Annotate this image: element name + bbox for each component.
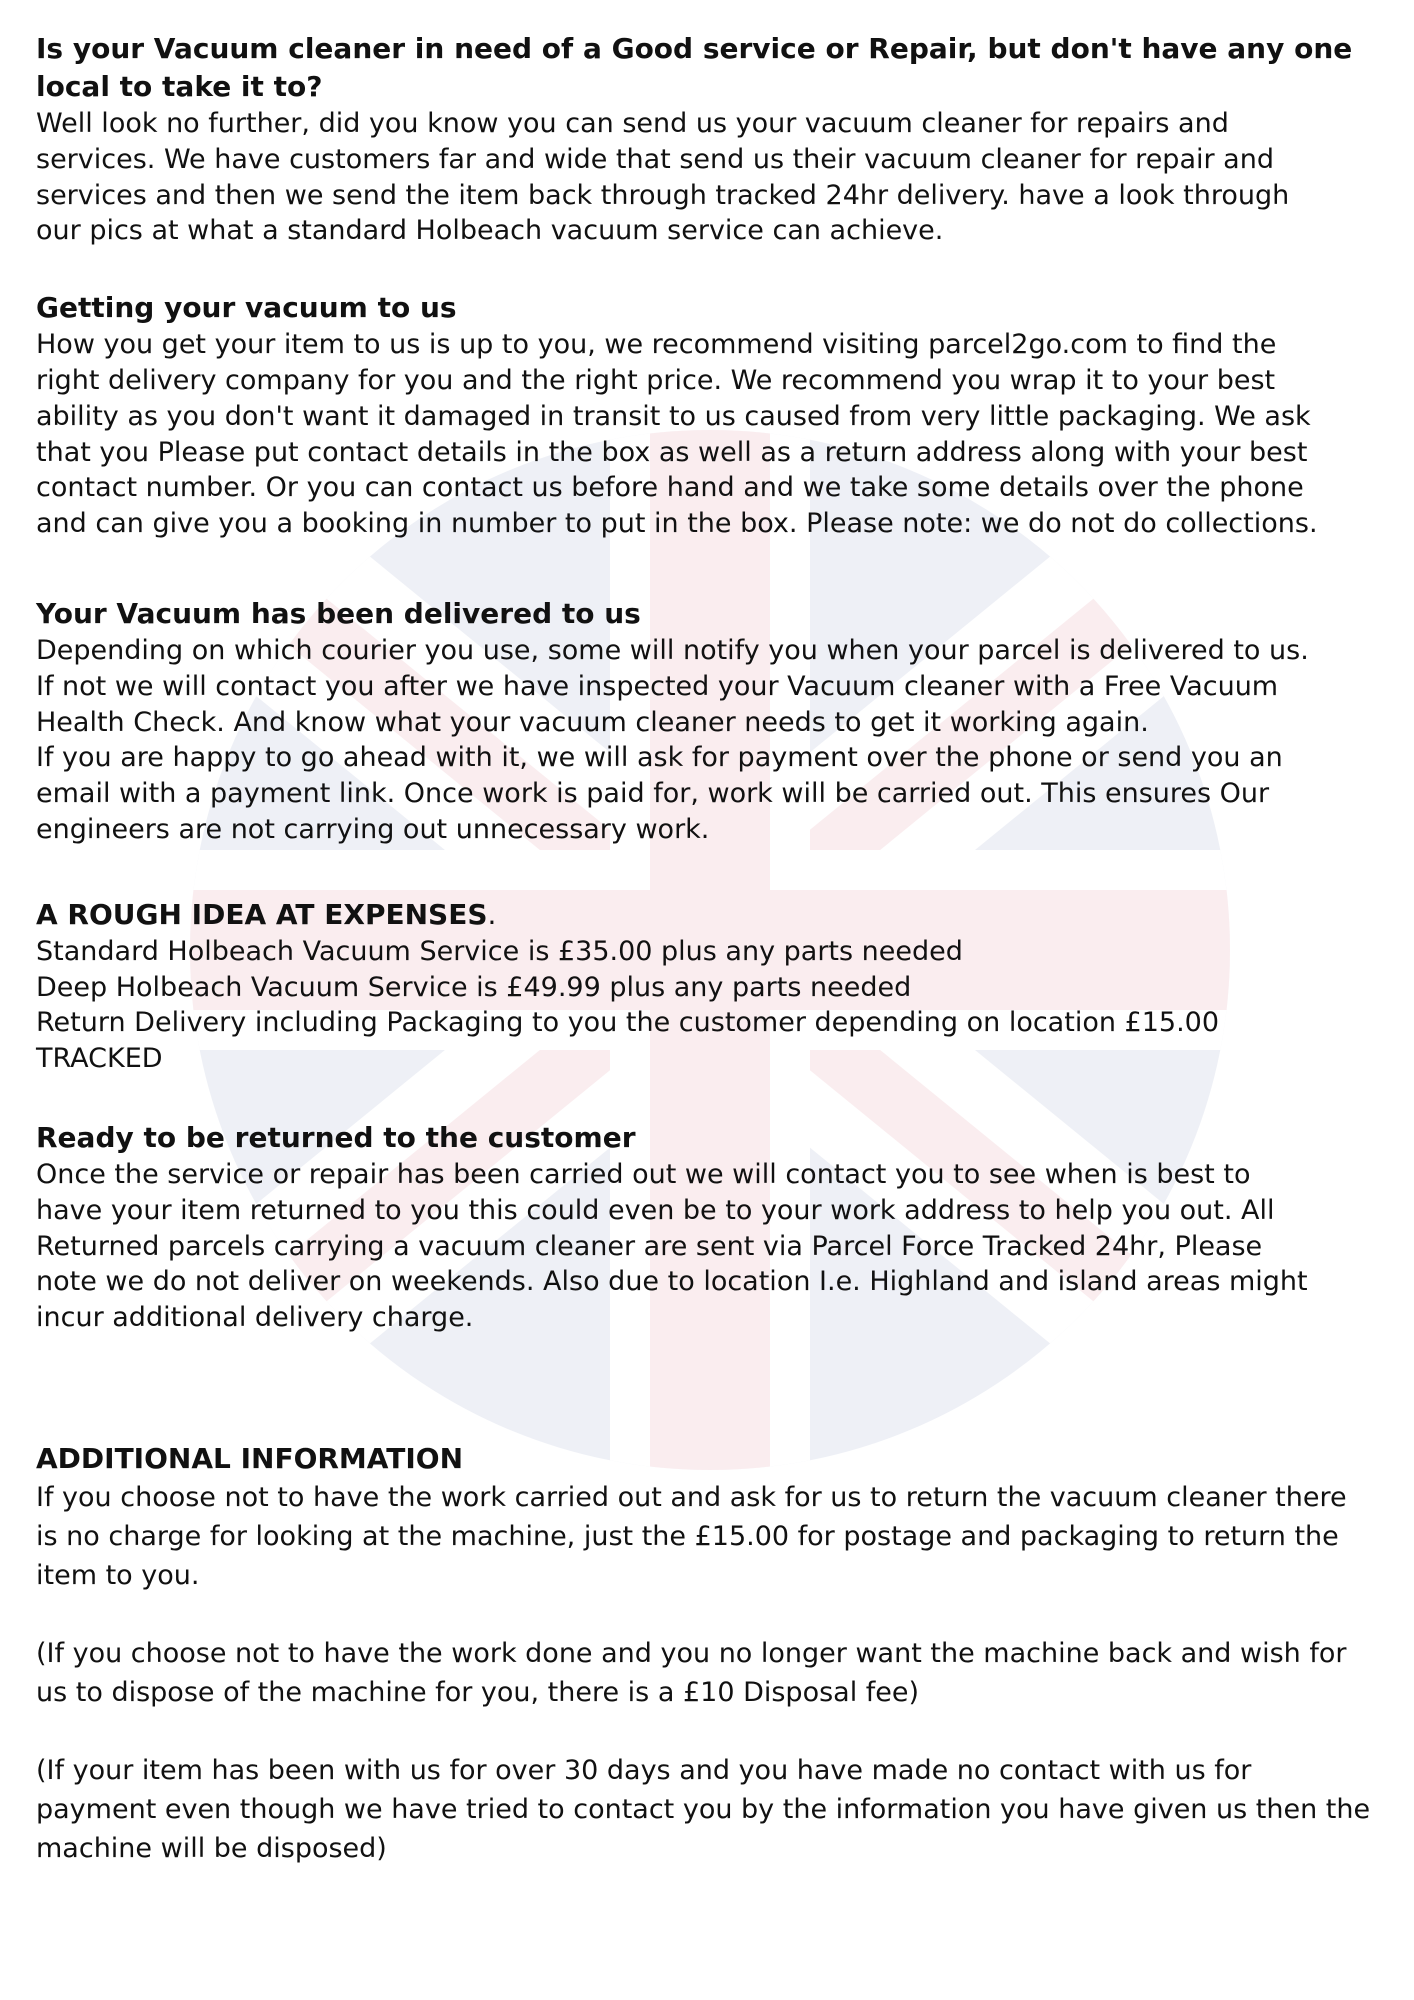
delivered-heading: Your Vacuum has been delivered to us [36, 596, 641, 630]
additional-heading: ADDITIONAL INFORMATION [36, 1441, 464, 1475]
delivered-body: Depending on which courier you use, some will notify you when your parcel is delivered to us. If not we will contact you after we have inspected your Vacuum cleaner with a Free Vacuum Health Check. And know what your vacuum cleaner needs to get it working again. If you are happy to go ahead with it, we will ask for payment over the phone or send you an email with a payment link. Once work is paid for, work will be carried out. This ensures Our engineers are not carrying out unnecessary work. [36, 634, 1309, 845]
expenses-heading-suffix: . [487, 897, 497, 931]
intro-heading: Is your Vacuum cleaner in need of a Good service or Repair, but don't have any one local to take it to? [36, 32, 1353, 103]
expenses-heading: A ROUGH IDEA AT EXPENSES [36, 897, 488, 931]
returned-body: Once the service or repair has been carried out we will contact you to see when is best to have your item returned to you this could even be to your work address to help you out. All Returned parcels carrying a vacuum cleaner are sent via Parcel Force Tracked 24hr, Please note we do not deliver on weekends. Also due to location I.e. Highland and island areas might incur additional delivery charge. [36, 1158, 1308, 1334]
returned-section [36, 1119, 1396, 1336]
expenses-heading-line [36, 896, 1396, 934]
document-page [36, 30, 1396, 1868]
additional-section [36, 1440, 1396, 1868]
additional-para-3: (If your item has been with us for over 30 days and you have made no contact with us for payment even though we have tried to contact you by the information you have given us then the machine will be disposed) [36, 1754, 1371, 1864]
additional-para-2: (If you choose not to have the work done and you no longer want the machine back and wish for us to dispose of the machine for you, there is a £10 Disposal fee) [36, 1637, 1347, 1708]
expenses-section [36, 896, 1396, 1077]
additional-para-1: If you choose not to have the work carried out and ask for us to return the vacuum cleaner there is no charge for looking at the machine, just the £15.00 for postage and packaging to return the item to you. [36, 1481, 1347, 1591]
intro-body: Well look no further, did you know you can send us your vacuum cleaner for repairs and services. We have customers far and wide that send us their vacuum cleaner for repair and services and then we send the item back through tracked 24hr delivery. have a look through our pics at what a standard Holbeach vacuum service can achieve. [36, 108, 1290, 247]
getting-section [36, 289, 1396, 542]
returned-heading: Ready to be returned to the customer [36, 1120, 636, 1154]
delivered-section [36, 595, 1396, 848]
getting-body: How you get your item to us is up to you, we recommend visiting parcel2go.com to find the right delivery company for you and the right price. We recommend you wrap it to your best ability as you don't want it damaged in transit to us caused from very little packaging. We ask that you Please put contact details in the box as well as a return address along with your best contact number. Or you can contact us before hand and we take some details over the phone and can give you a booking in number to put in the box. Please note: we do not do collections. [36, 329, 1318, 540]
expenses-body: Standard Holbeach Vacuum Service is £35.00 plus any parts needed Deep Holbeach Vacuum Service is £49.99 plus any parts needed Return Delivery including Packaging to you the customer depending on location £15.00 TRACKED [36, 935, 1220, 1075]
getting-heading: Getting your vacuum to us [36, 291, 457, 325]
intro-section [36, 30, 1396, 249]
